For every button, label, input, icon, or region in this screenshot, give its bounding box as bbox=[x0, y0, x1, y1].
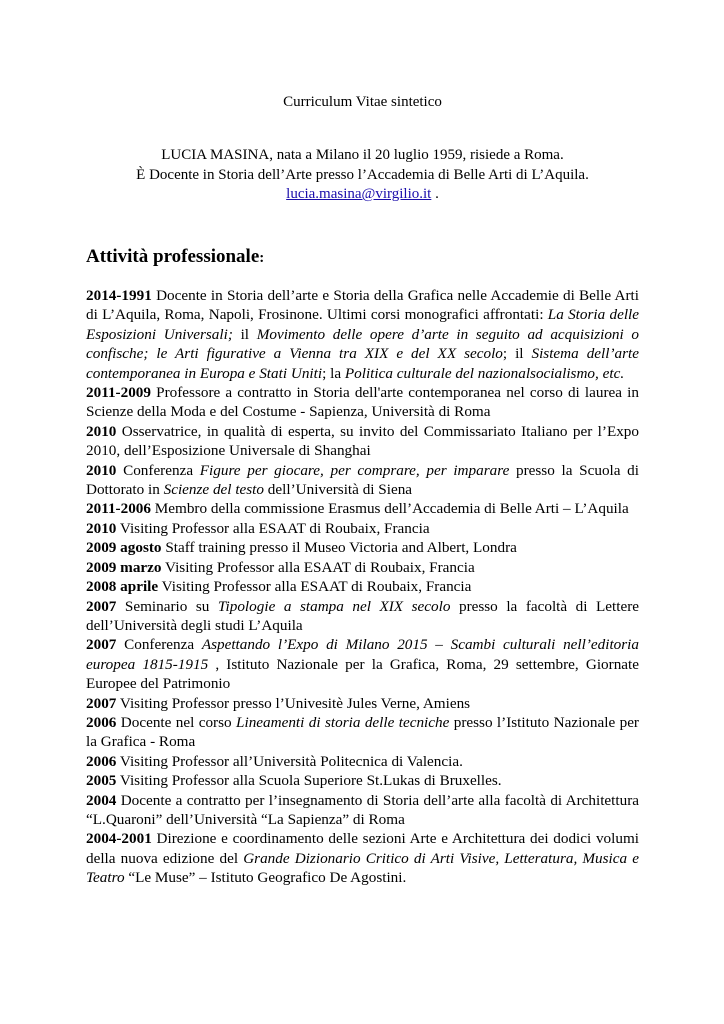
entry-date: 2007 bbox=[86, 636, 117, 654]
entry-date: 2010 bbox=[86, 422, 117, 440]
email-link[interactable]: lucia.masina@virgilio.it bbox=[286, 186, 432, 202]
entry-title-italic: Figure per giocare, per comprare, per imparare bbox=[199, 461, 510, 479]
entry-text: presso la Scuola di Dottorato in bbox=[86, 461, 639, 499]
activity-entry bbox=[86, 752, 639, 771]
entry-text: Visiting Professor alla ESAAT di Roubaix, Francia bbox=[161, 558, 475, 576]
activity-entry bbox=[86, 558, 639, 577]
activity-entry bbox=[86, 383, 639, 422]
personal-info bbox=[86, 146, 639, 205]
entry-text: presso la facoltà di Lettere dell’Università degli studi L’Aquila bbox=[86, 597, 640, 634]
entry-title-italic: Tipologie a stampa nel XIX secolo bbox=[217, 597, 451, 615]
entry-date: 2004 bbox=[86, 791, 117, 809]
entry-text: Visiting Professor alla ESAAT di Roubaix, Francia bbox=[116, 519, 430, 537]
entry-date: 2007 bbox=[86, 597, 117, 615]
entry-title-italic: Movimento delle opere d’arte in seguito ad acquisizioni o confische; le Arti figurative a Vienna tra XIX e del XX secolo bbox=[86, 325, 640, 363]
entry-date: 2006 bbox=[86, 713, 117, 731]
entry-title-italic: Lineamenti di storia delle tecniche bbox=[236, 713, 450, 731]
entry-title-italic: Scienze del testo bbox=[163, 481, 264, 499]
entry-text: Visiting Professor all’Università Politecnica di Valencia. bbox=[116, 752, 463, 770]
activity-entry bbox=[86, 713, 639, 752]
entry-date: 2008 aprile bbox=[86, 578, 159, 596]
activity-entry bbox=[86, 577, 639, 596]
activity-entry bbox=[86, 461, 639, 500]
entry-date: 2014-1991 bbox=[86, 287, 152, 304]
activity-entry bbox=[86, 422, 639, 461]
entry-date: 2005 bbox=[86, 772, 117, 790]
entry-date: 2004-2001 bbox=[86, 830, 152, 848]
activity-entry bbox=[86, 597, 639, 636]
activity-entry bbox=[86, 499, 639, 518]
section-heading-text: Attività professionale bbox=[86, 246, 260, 267]
entry-text: , Istituto Nazionale per la Grafica, Roma, 29 settembre, Giornate Europee del Patrimonio bbox=[86, 655, 640, 693]
activity-entry bbox=[86, 538, 639, 557]
personal-info-line-1: LUCIA MASINA, nata a Milano il 20 luglio 1959, risiede a Roma. bbox=[161, 147, 564, 163]
email-suffix: . bbox=[431, 186, 439, 202]
activity-entry bbox=[86, 694, 639, 713]
entry-text: Visiting Professor alla Scuola Superiore St.Lukas di Bruxelles. bbox=[116, 772, 502, 790]
section-heading-colon: : bbox=[259, 250, 265, 266]
entry-title-italic: Sistema dell’arte contemporanea in Europa e Stati Uniti bbox=[86, 345, 639, 382]
activity-entry bbox=[86, 519, 639, 538]
document-title: Curriculum Vitae sintetico bbox=[283, 94, 442, 110]
personal-info-line-2: È Docente in Storia dell’Arte presso l’Accademia di Belle Arti di L’Aquila. bbox=[136, 166, 589, 183]
entry-title-italic: Aspettando l’Expo di Milano 2015 – Scambi culturali nell’editoria europea 1815-1915 bbox=[86, 636, 639, 673]
entry-text: Direzione e coordinamento delle sezioni Arte e Architettura dei dodici volumi della nuova edizione del bbox=[86, 830, 639, 867]
entry-text: Professore a contratto in Storia dell'arte contemporanea nel corso di laurea in Scienze della Moda e del Costume - Sapienza, Università di Roma bbox=[86, 384, 639, 421]
entry-text: ; il bbox=[502, 345, 532, 363]
entry-text: Membro della commissione Erasmus dell’Accademia di Belle Arti – L’Aquila bbox=[150, 500, 629, 518]
entry-date: 2006 bbox=[86, 752, 117, 770]
activity-list bbox=[86, 286, 639, 888]
section-heading bbox=[86, 245, 264, 270]
entry-text: Seminario su bbox=[116, 597, 218, 615]
entry-text: il bbox=[232, 325, 257, 343]
entry-date: 2010 bbox=[86, 461, 117, 479]
activity-entry bbox=[86, 286, 639, 383]
entry-text: Staff training presso il Museo Victoria and Albert, Londra bbox=[161, 539, 517, 557]
entry-title-italic: Grande Dizionario Critico di Arti Visive, Letteratura, Musica e Teatro bbox=[86, 849, 639, 887]
entry-title-italic: La Storia delle Esposizioni Universali; bbox=[86, 306, 639, 343]
activity-entry bbox=[86, 829, 639, 887]
entry-text: Visiting Professor presso l’Univesitè Jules Verne, Amiens bbox=[116, 694, 471, 712]
entry-date: 2007 bbox=[86, 694, 117, 712]
entry-text: dell’Università di Siena bbox=[264, 481, 413, 499]
activity-entry bbox=[86, 791, 639, 830]
entry-title-italic: Politica culturale del nazionalsocialismo, etc. bbox=[344, 364, 625, 382]
entry-date: 2009 agosto bbox=[86, 539, 162, 557]
entry-date: 2011-2006 bbox=[86, 500, 151, 518]
entry-date: 2011-2009 bbox=[86, 384, 151, 402]
entry-text: Conferenza bbox=[116, 461, 200, 479]
entry-text: Conferenza bbox=[116, 636, 202, 654]
entry-text: presso l’Istituto Nazionale per la Grafica - Roma bbox=[86, 713, 639, 751]
activity-entry bbox=[86, 635, 639, 693]
entry-text: ; la bbox=[322, 364, 345, 382]
entry-text: Visiting Professor alla ESAAT di Roubaix, Francia bbox=[158, 578, 472, 596]
entry-text: Docente in Storia dell’arte e Storia della Grafica nelle Accademie di Belle Arti di L’Aquila, Roma, Napoli, Frosinone. Ultimi corsi monografici affrontati: bbox=[86, 287, 639, 324]
activity-entry bbox=[86, 771, 639, 790]
entry-date: 2010 bbox=[86, 519, 117, 537]
entry-date: 2009 marzo bbox=[86, 558, 162, 576]
email-line bbox=[86, 185, 639, 205]
entry-text: “Le Muse” – Istituto Geografico De Agostini. bbox=[124, 869, 407, 887]
entry-text: Docente a contratto per l’insegnamento di Storia dell’arte alla facoltà di Architettura “L.Quaroni” dell’Università “La Sapienza” di Roma bbox=[86, 791, 639, 828]
entry-text: Docente nel corso bbox=[116, 713, 237, 731]
entry-text: Osservatrice, in qualità di esperta, su invito del Commissariato Italiano per l’Expo 2010, dell’Esposizione Universale di Shanghai bbox=[86, 422, 639, 460]
